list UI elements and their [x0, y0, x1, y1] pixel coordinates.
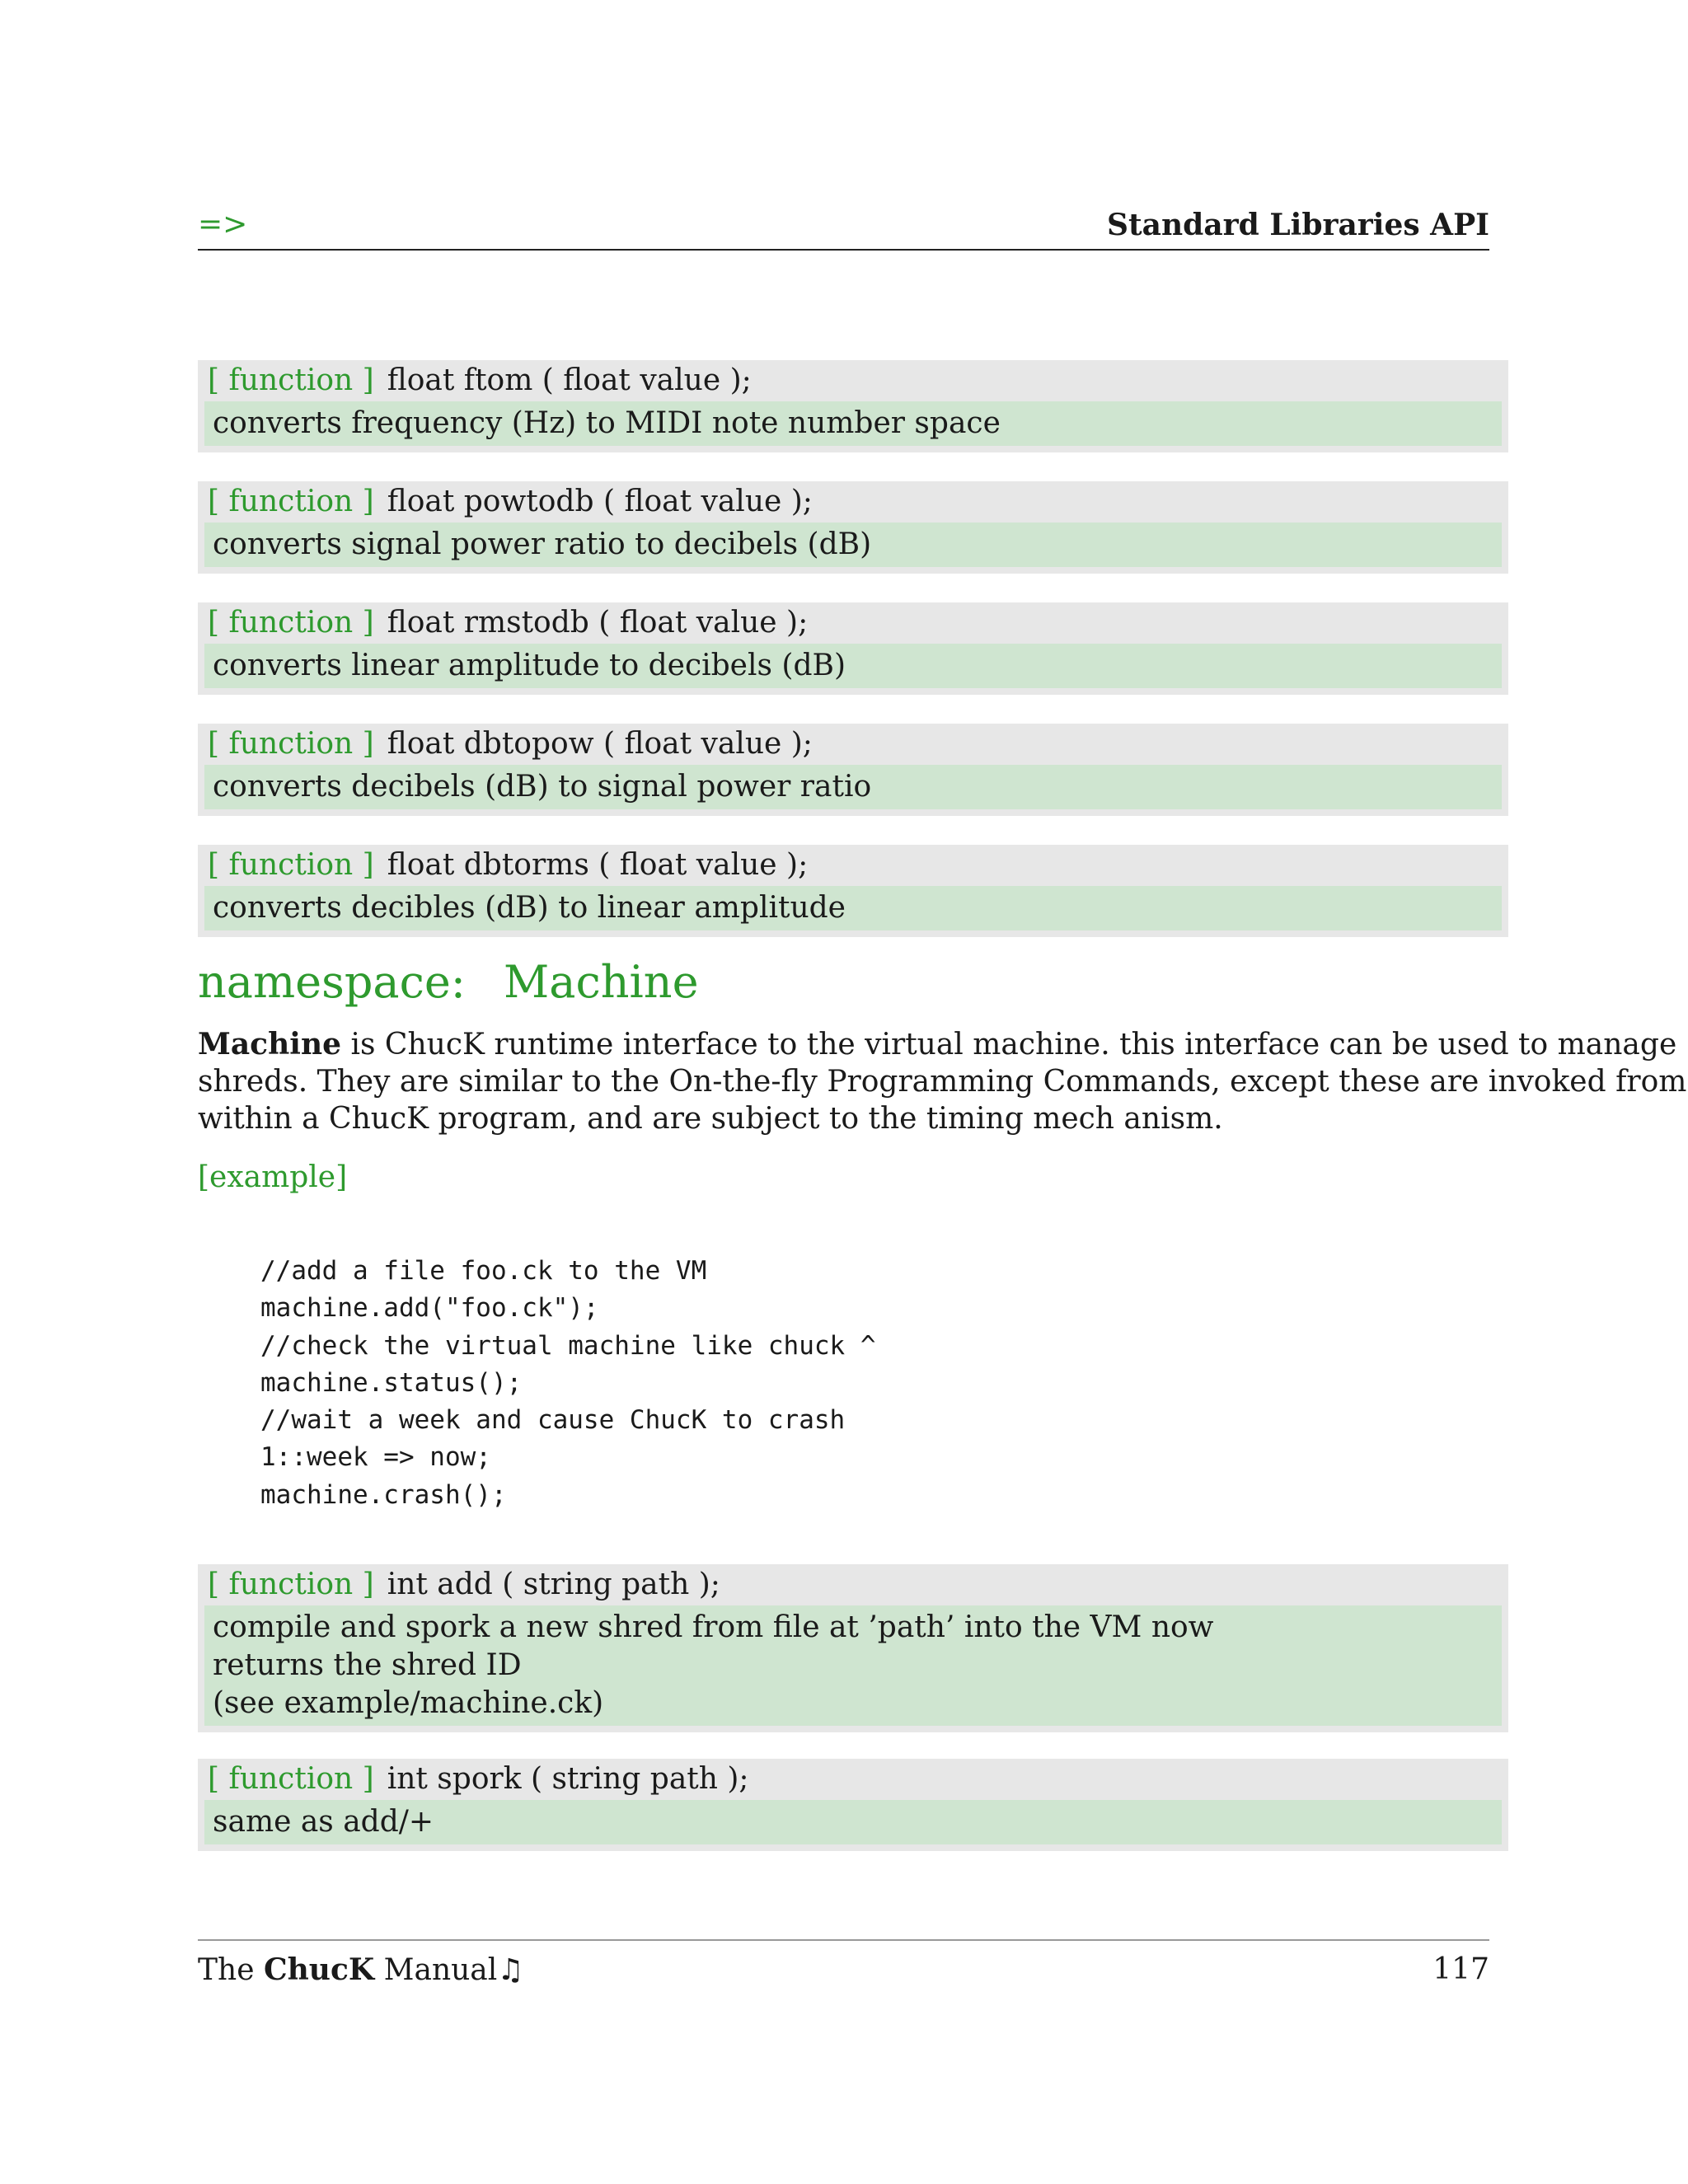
function-signature	[198, 360, 1508, 401]
page-number: 117	[1432, 1952, 1489, 1986]
function-keyword: [ function ]	[208, 848, 374, 882]
function-keyword: [ function ]	[208, 1762, 374, 1796]
machine-bold-term: Machine	[198, 1027, 342, 1062]
function-block-dbtopow	[198, 724, 1508, 816]
function-signature	[198, 1564, 1508, 1605]
signature-text: float rmstodb ( float value );	[387, 606, 809, 640]
function-keyword: [ function ]	[208, 363, 374, 397]
code-line: machine.crash();	[260, 1479, 507, 1510]
code-line: machine.status();	[260, 1367, 523, 1398]
signature-text: int add ( string path );	[387, 1568, 720, 1601]
function-block-add	[198, 1564, 1508, 1732]
function-block-powtodb	[198, 481, 1508, 574]
description-line: (see example/machine.ck)	[213, 1686, 604, 1720]
signature-text: float dbtopow ( float value );	[387, 727, 813, 761]
footer-chuck-bold: ChucK	[263, 1952, 375, 1987]
code-line: 1::week => now;	[260, 1442, 491, 1473]
page-footer	[198, 1939, 1489, 1987]
function-block-dbtorms	[198, 845, 1508, 937]
description-line: converts decibles (dB) to linear amplitude	[213, 891, 846, 925]
function-signature	[198, 1759, 1508, 1800]
description-line	[198, 1026, 1677, 1063]
function-block-spork	[198, 1759, 1508, 1851]
function-keyword: [ function ]	[208, 1568, 374, 1601]
description-line: compile and spork a new shred from file at ’path’ into the VM now	[213, 1610, 1214, 1644]
section-title: Standard Libraries API	[1107, 208, 1489, 242]
code-line: //add a file foo.ck to the VM	[260, 1256, 707, 1286]
function-keyword: [ function ]	[208, 485, 374, 518]
code-line: //wait a week and cause ChucK to crash	[260, 1405, 846, 1436]
footer-manual-title: The ChucK Manual♫	[198, 1952, 524, 1987]
code-line: machine.add("foo.ck");	[260, 1293, 599, 1324]
code-line: //check the virtual machine like chuck ^	[260, 1330, 876, 1361]
description-line: converts linear amplitude to decibels (dB)	[213, 649, 846, 682]
function-block-rmstodb	[198, 602, 1508, 695]
description-line: converts decibels (dB) to signal power ratio	[213, 770, 872, 804]
function-description	[204, 644, 1502, 688]
signature-text: float dbtorms ( float value );	[387, 848, 809, 882]
function-description	[204, 401, 1502, 446]
function-signature	[198, 724, 1508, 765]
function-description	[204, 523, 1502, 567]
namespace-description	[198, 1026, 1687, 1137]
function-description	[204, 1800, 1502, 1844]
code-example	[260, 1253, 876, 1514]
function-signature	[198, 845, 1508, 886]
signature-text: int spork ( string path );	[387, 1762, 749, 1796]
namespace-name: Machine	[504, 956, 699, 1008]
description-line: converts frequency (Hz) to MIDI note number space	[213, 406, 1001, 440]
namespace-label: namespace:	[198, 956, 467, 1008]
chuck-arrow-icon: =>	[198, 208, 248, 241]
description-line: converts signal power ratio to decibels (dB)	[213, 527, 872, 561]
function-keyword: [ function ]	[208, 606, 374, 640]
namespace-heading	[198, 956, 699, 1008]
description-text: is ChucK runtime interface to the virtual machine. this interface can be used to manage	[341, 1028, 1677, 1062]
function-description	[204, 765, 1502, 809]
function-block-ftom	[198, 360, 1508, 452]
function-signature	[198, 602, 1508, 644]
description-line: same as add/+	[213, 1805, 434, 1839]
function-description	[204, 1605, 1502, 1726]
example-label: [example]	[198, 1160, 348, 1194]
function-keyword: [ function ]	[208, 727, 374, 761]
function-description	[204, 886, 1502, 930]
signature-text: float ftom ( float value );	[387, 363, 752, 397]
function-signature	[198, 481, 1508, 523]
signature-text: float powtodb ( float value );	[387, 485, 813, 518]
description-line: within a ChucK program, and are subject to the timing mech anism.	[198, 1102, 1223, 1136]
page-header	[198, 206, 1489, 251]
description-line: shreds. They are similar to the On-the-fly Programming Commands, except these are invoked from	[198, 1065, 1687, 1099]
description-line: returns the shred ID	[213, 1648, 522, 1682]
